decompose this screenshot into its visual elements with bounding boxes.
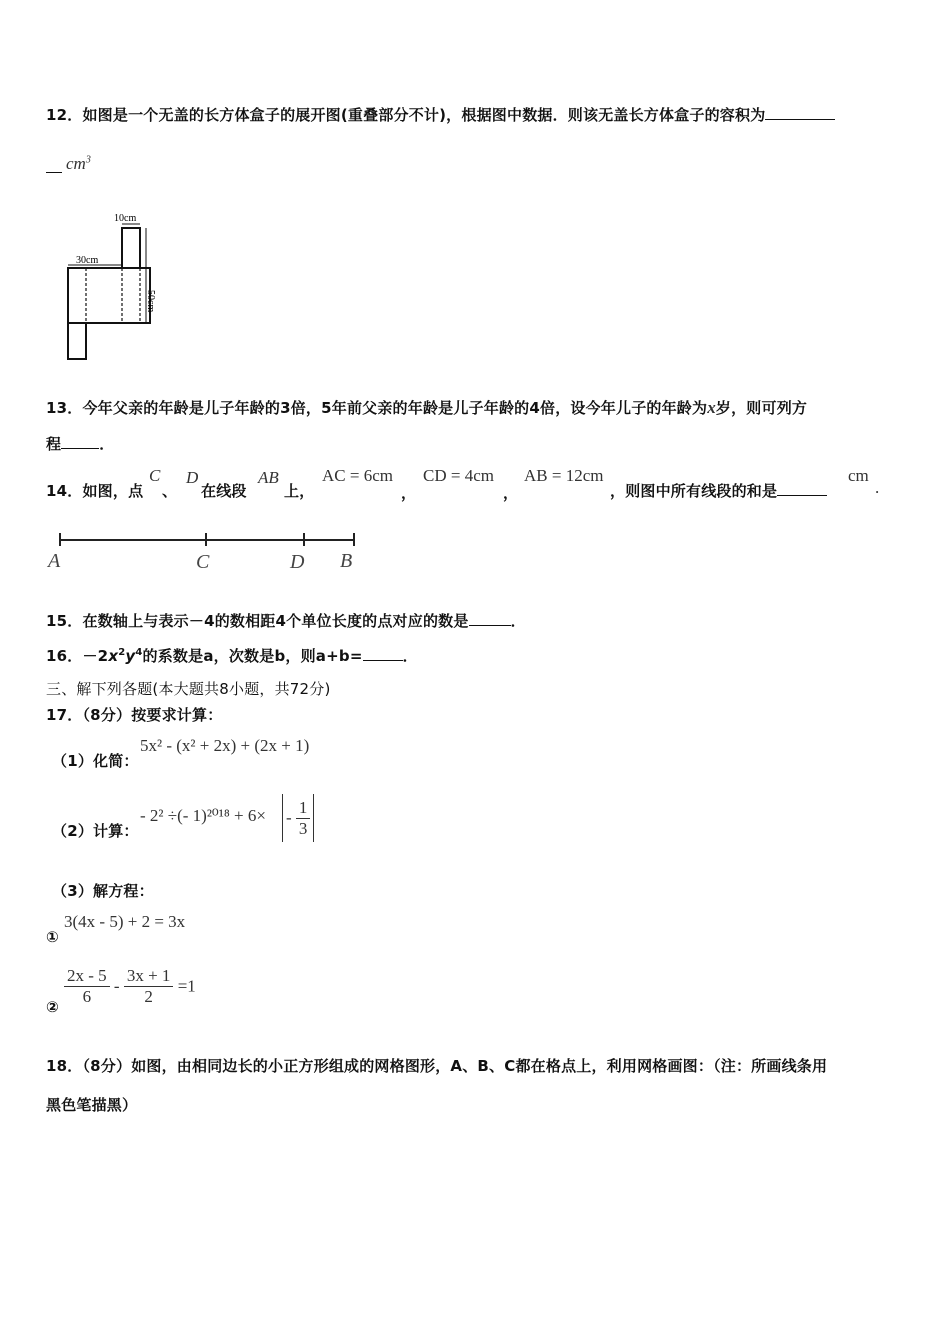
dim-right-label: 50cm: [145, 290, 156, 313]
q14-post: ，则图中所有线段的和是: [610, 480, 827, 501]
label-d: D: [290, 551, 305, 573]
q18-line1: 18．（8分）如图，由相同边长的小正方形组成的网格图形，A、B、C都在格点上，利用网格画图：（注：所画线条用: [46, 1057, 828, 1075]
q14-mid: 在线段: [201, 482, 247, 500]
q14-on: 上，: [284, 482, 315, 500]
q17-title: 17．（8分）按要求计算：: [46, 706, 223, 724]
net-top-flap: [122, 228, 140, 268]
q18-line2: 黑色笔描黑）: [46, 1096, 138, 1114]
q12-answer-blank: [765, 105, 835, 120]
q17-p2-abs: - $\frac{1}{3}$: [282, 794, 314, 842]
q14-point-c: C: [149, 466, 161, 485]
q14-comma1: ，: [401, 484, 417, 502]
q14-segment-figure: [44, 530, 364, 574]
q14-comma2: ，: [503, 484, 519, 502]
q17-e1-expr: 3(4x - 5) + 2 = 3x: [64, 912, 186, 931]
dim-left-label: 30cm: [76, 255, 99, 266]
q12-unit: $cm^3$: [66, 154, 91, 173]
q14-point-d: D: [186, 468, 199, 487]
q17-e2-mark: ②: [46, 998, 59, 1016]
label-a: A: [48, 550, 61, 572]
q12-box-net-figure: [56, 210, 166, 365]
label-c: C: [196, 551, 210, 573]
q13-answer-blank: [61, 434, 99, 449]
q14-eq-ac: AC = 6cm: [322, 466, 393, 485]
q14-segment-ab: AB: [258, 468, 279, 487]
q14-eq-cd: CD = 4cm: [423, 466, 494, 485]
q15-text: 15．在数轴上与表示－4的数相距4个单位长度的点对应的数是 ．: [46, 612, 526, 630]
section3-title: 三、解下列各题(本大题共8小题，共72分): [46, 680, 331, 698]
q14-unit: cm: [848, 466, 869, 485]
q14-pre: 14．如图，点: [46, 482, 144, 500]
q17-p1-expr: 5x² - (x² + 2x) + (2x + 1): [140, 736, 310, 755]
q17-e1-mark: ①: [46, 928, 59, 946]
net-bottom-flap: [68, 323, 86, 359]
q14-answer-blank: [777, 481, 827, 496]
q14-end: .: [875, 478, 880, 497]
dim-top-label: 10cm: [114, 213, 137, 224]
label-b: B: [340, 550, 353, 572]
net-base-rect: [68, 268, 150, 323]
q12-blank-tail: [46, 172, 62, 173]
q15-answer-blank: [469, 611, 511, 626]
q14-eq-ab: AB = 12cm: [524, 466, 604, 485]
q17-e2-expr: $\frac{2x - 5}{6}$ - $\frac{3x + 1}{2}$ =1: [64, 966, 196, 1007]
q17-p3-label: （3）解方程：: [52, 882, 154, 900]
q12-text: 12．如图是一个无盖的长方体盒子的展开图(重叠部分不计)，根据图中数据．则该无盖长方体盒子的容积为: [46, 104, 835, 125]
q17-p2-label: （2）计算：: [52, 822, 139, 840]
q16-text: 16．$-2x^2y^4$的系数是a，次数是b，则a+b= ．: [46, 647, 418, 665]
q17-p1-label: （1）化简：: [52, 752, 139, 770]
q13-line1: 13．今年父亲的年龄是儿子年龄的3倍，5年前父亲的年龄是儿子年龄的4倍，设今年儿子的年龄为x岁，则可列方: [46, 398, 808, 417]
q13-line2: 程 ．: [46, 435, 115, 453]
q14-sep: 、: [162, 482, 178, 500]
q17-p2-expr: - 2² ÷(- 1)²⁰¹⁸ + 6×: [140, 806, 266, 825]
q16-answer-blank: [363, 646, 403, 661]
